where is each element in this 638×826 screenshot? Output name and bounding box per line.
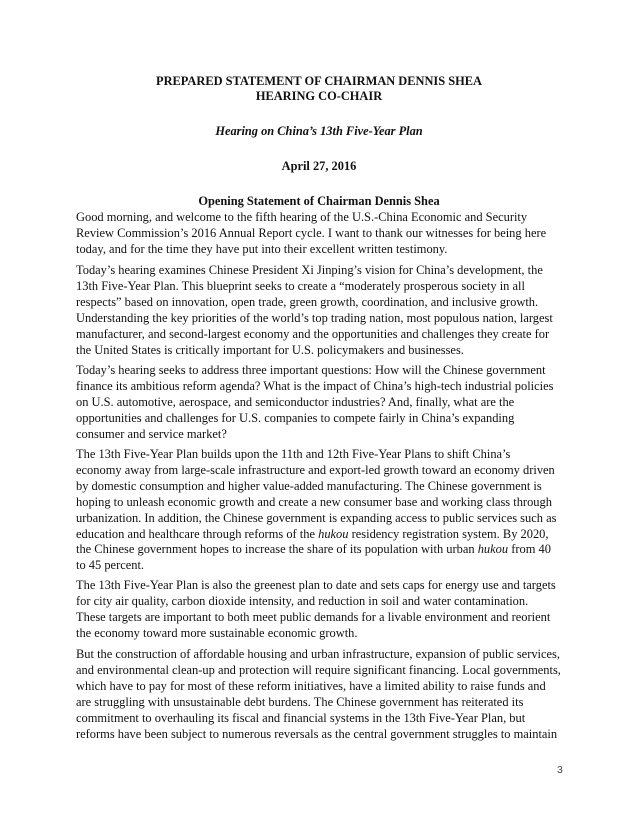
paragraph	[76, 447, 576, 574]
text-line: to 45 percent.	[76, 558, 145, 573]
text-line: But the construction of affordable housing and urban infrastructure, expansion of public services,	[76, 647, 561, 661]
text-line: finance its ambitious reform agenda? What is the impact of China’s high-tech industrial policies	[76, 378, 554, 393]
paragraph	[76, 363, 576, 443]
text-line: reforms have been subject to numerous reversals as the central government struggles to maintain	[76, 726, 558, 741]
paragraph	[76, 578, 576, 642]
text-line: economy away from large-scale infrastructure and export-led growth toward an economy driven	[76, 462, 555, 477]
statement-subtitle: HEARING CO-CHAIR	[255, 89, 383, 103]
text-line: consumer and service market?	[76, 426, 227, 441]
text-line: respects” based on innovation, open trade, green growth, coordination, and inclusive growth.	[76, 294, 539, 309]
paragraph	[76, 263, 576, 358]
text-line: and environmental clean-up and protection will require significant financing. Local governments,	[76, 662, 561, 677]
text-line: Review Commission’s 2016 Annual Report cycle. I want to thank our witnesses for being here	[76, 225, 547, 240]
text-line: today, and for the time they have put into their excellent written testimony.	[76, 241, 448, 256]
text-line: The 13th Five-Year Plan builds upon the 11th and 12th Five-Year Plans to shift China’s	[76, 447, 511, 461]
italic-term: hukou	[318, 526, 349, 541]
text-line: manufacturer, and second-largest economy and the opportunities and challenges they create for	[76, 326, 550, 341]
text-line: The 13th Five-Year Plan is also the greenest plan to date and sets caps for energy use and targets	[76, 578, 556, 592]
text-line: Understanding the key priorities of the world’s top trading nation, most populous nation, largest	[76, 310, 553, 325]
text-line: These targets are important to both meet public demands for a livable environment and reorient	[76, 609, 551, 624]
text-line: Good morning, and welcome to the fifth hearing of the U.S.-China Economic and Security	[76, 210, 528, 224]
text-line: Today’s hearing seeks to address three important questions: How will the Chinese government	[76, 363, 546, 377]
text-line: on U.S. automotive, aerospace, and semiconductor industries? And, finally, what are the	[76, 394, 515, 409]
text-line: the United States is critically important for U.S. policymakers and businesses.	[76, 342, 464, 357]
text-line: Today’s hearing examines Chinese President Xi Jinping’s vision for China’s development, the	[76, 263, 543, 277]
text-line: hoping to unleash economic growth and create a new consumer base and working class through	[76, 494, 552, 509]
paragraph	[76, 210, 576, 258]
text-line: for city air quality, carbon dioxide intensity, and reduction in soil and water contamination.	[76, 593, 529, 608]
page-number: 3	[557, 764, 563, 776]
hearing-prefix: Hearing on	[215, 124, 275, 138]
hearing-date: April 27, 2016	[281, 159, 357, 173]
text-line: urbanization. In addition, the Chinese government is expanding access to public services such as	[76, 510, 557, 525]
text-line: the economy toward more sustainable economic growth.	[76, 625, 358, 640]
statement-title: PREPARED STATEMENT OF CHAIRMAN DENNIS SHEA	[156, 74, 482, 88]
text-line: education and healthcare through reforms of the hukou residency registration system. By 2020,	[76, 526, 549, 541]
text-line: commitment to overhauling its fiscal and financial systems in the 13th Five-Year Plan, but	[76, 710, 526, 725]
paragraph	[76, 647, 576, 742]
text-line: the Chinese government hopes to increase the share of its population with urban hukou from 40	[76, 542, 551, 557]
text-line: opportunities and challenges for U.S. companies to compete fairly in China’s expanding	[76, 410, 515, 425]
opening-statement-heading: Opening Statement of Chairman Dennis Shea	[198, 194, 440, 208]
text-line: are struggling with unsustainable debt burdens. The Chinese government has reiterated its	[76, 694, 524, 709]
hearing-title	[0, 124, 638, 139]
italic-term: hukou	[477, 542, 509, 557]
text-line: 13th Five-Year Plan. This blueprint seeks to create a “moderately prosperous society in all	[76, 278, 525, 293]
text-line: which have to pay for most of these reform initiatives, have a limited ability to raise funds and	[76, 678, 546, 693]
hearing-subject: China’s 13th Five-Year Plan	[277, 124, 423, 138]
text-line: by domestic consumption and higher value-added manufacturing. The Chinese government is	[76, 478, 542, 493]
